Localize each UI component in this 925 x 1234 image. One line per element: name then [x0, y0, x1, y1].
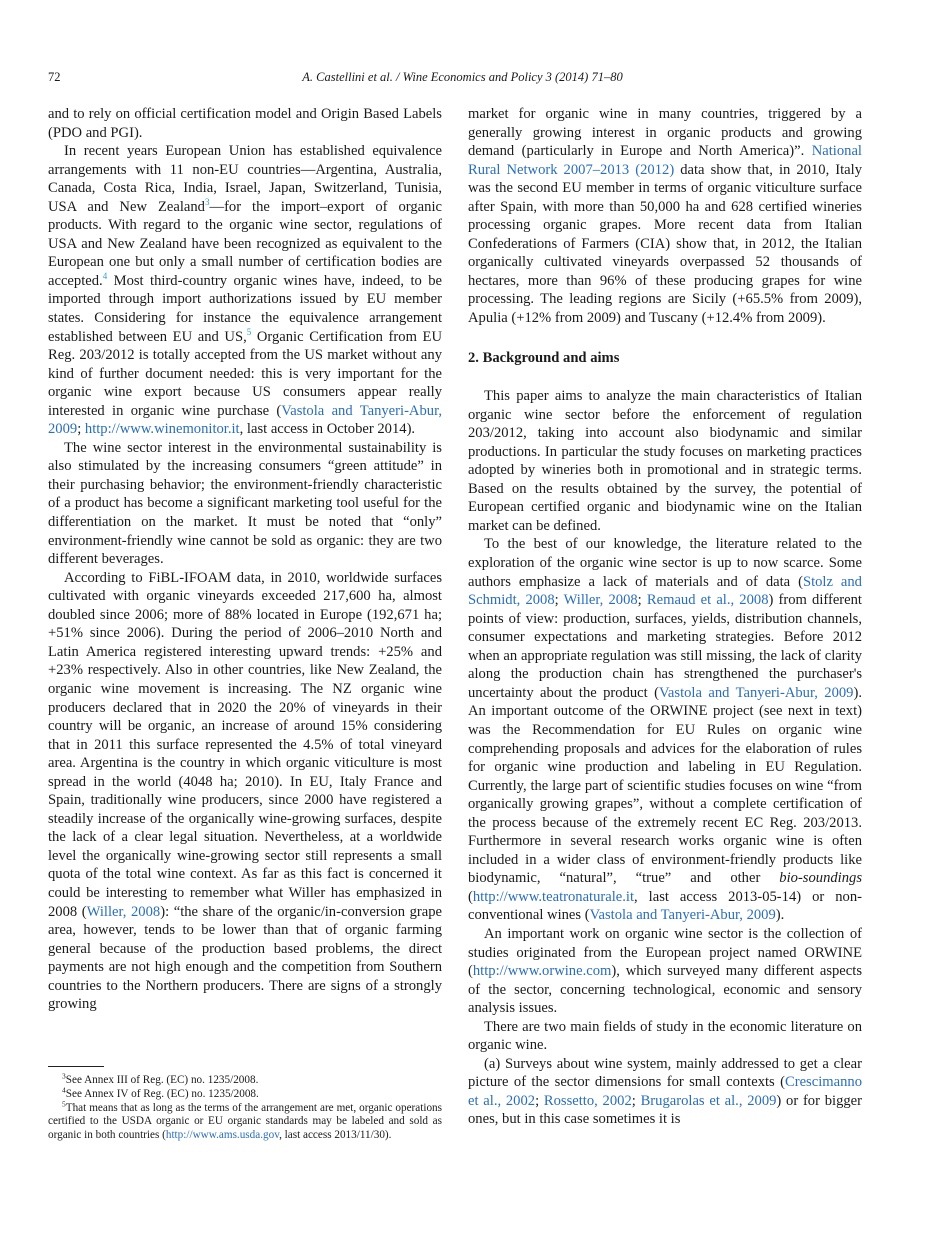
- citation-link[interactable]: Stolz and Schmidt, 2008: [468, 573, 862, 609]
- url-link[interactable]: http://www.winemonitor.it: [84, 421, 240, 438]
- citation-link[interactable]: Remaud et al., 2008: [646, 592, 769, 609]
- paragraph: The wine sector interest in the environmental sustainability is also stimulated by the increasing consumers “green attitude” in their purchasing behavior; the environment-friendly characteristic of a product has become a significant marketing tool useful for the differentiation on the market. It must be noted that “only” environment-friendly wine cannot be sold as organic: they are two different beverages.: [48, 439, 442, 568]
- paragraph: According to FiBL-IFOAM data, in 2010, worldwide surfaces cultivated with organic vineyards exceeded 217,600 ha, almost doubled since 2006; more of 88% located in Europe (192,671 ha; +51% since 2006). During the period of 2006–2010 North and Latin America registered interesting upward trends: +25% and +23% respectively. Also in other countries, like New Zealand, the organic wine movement is increasing. The NZ organic wine producers declared that in 2020 the 20% of vineyards in their country will be organic, an increase of around 15% considering that in 2011 this surface represented the 4.5% of total vineyard area. Argentina is the country in which organic viticulture is most spread in the world (4048 ha; 2010). In EU, Italy France and Spain, traditionally wine producers, since 2000 have registered a steadily increase of the organically wine-growing surfaces, despite the lack of a clear legal situation. Nevertheless, at a worldwide level the organically wine-growing sector still represents a small quota of the total wine context. As far as this fact is concerned it could be interesting to remember what Willer has emphasized in 2008 (Willer, 2008): “the share of the organic/in-conversion grape area, however, tends to be lower than that of organic farming general because of the production based problems, the direct payments are not high enough and the competition from Southern countries to the Northern producers. There are signs of a strongly growing: [48, 569, 443, 1013]
- page-number: 72: [48, 70, 61, 84]
- page-header: [48, 70, 877, 90]
- paragraph: To the best of our knowledge, the literature related to the exploration of the organic wine sector is up to now scarce. Some authors emphasize a lack of materials and of data (Stolz and Schmidt, 2008; Willer, 2008; Remaud et al., 2008) from different points of view: production, surfaces, yields, distribution channels, consumer expectations and marketing strategies. Before 2012 when an appropriate regulation was still missing, the lack of clarity along the production chain has strengthened the purchaser's uncertainty about the product (Vastola and Tanyeri-Abur, 2009). An important outcome of the ORWINE project (see next in text) was the Recommendation for EU Rules on organic wine comprehending proposals and advices for the elaboration of rules for organic wine production and labeling in EU Regulation. Currently, the large part of scientific studies focuses on wine “from organically growing grapes”, without a complete certification of the process because of the extremely recent EC Reg. 203/2013. Furthermore in several research works organic wine is often included in a wider class of environment-friendly products like biodynamic, “natural”, “true” and other bio-soundings (http://www.teatronaturale.it, last access 2013-05-14) or non-conventional wines (Vastola and Tanyeri-Abur, 2009).: [468, 536, 862, 924]
- footnote: $^4$See Annex IV of Reg. (EC) no. 1235/2008.: [62, 1085, 259, 1100]
- paragraph: (a) Surveys about wine system, mainly addressed to get a clear picture of the sector dimensions for small contexts (Crescimanno et al., 2002; Rossetto, 2002; Brugarolas et al., 2009) or for bigger ones, but in this case sometimes it is: [468, 1055, 863, 1128]
- right-column: [468, 105, 862, 1129]
- url-link[interactable]: http://www.teatronaturale.it: [472, 888, 635, 905]
- footnote-ref[interactable]: 4: [102, 271, 108, 282]
- url-link[interactable]: http://www.ams.usda.gov: [165, 1129, 280, 1142]
- citation-link[interactable]: Vastola and Tanyeri-Abur, 2009: [659, 684, 854, 701]
- paragraph: In recent years European Union has established equivalence arrangements with 11 non-EU countries—Argentina, Australia, Canada, Costa Rica, India, Israel, Japan, Switzerland, Tunisia, USA and New Zealand$^3$—for the import–export of organic products. With regard to the organic wine sector, regulations of USA and New Zealand have been recognized as equivalent to the European one but only a small number of certification bodies are accepted.$^4$ Most third-country organic wines have, indeed, to be imported through import authorizations issued by EU member states. Considering for instance the equivalence arrangement established between EU and US,$^5$ Organic Certification from EU Reg. 203/2012 is totally accepted from the US market without any kind of further document needed: this is very important for the organic wine export because US consumers appear really interested in organic wine purchase (Vastola and Tanyeri-Abur, 2009; http://www.winemonitor.it, last access in October 2014).: [48, 143, 442, 438]
- footnote: $^5$That means that as long as the terms of the arrangement are met, organic operations certified to the USDA organic or EU organic standards may be labeled and sold as organic in both countries (http://www.ams.usda.gov, last access 2013/11/30).: [48, 1098, 442, 1142]
- citation-link[interactable]: National Rural Network 2007–2013 (2012): [468, 143, 862, 178]
- url-link[interactable]: http://www.orwine.com: [472, 963, 612, 980]
- footnote-divider: [48, 1066, 104, 1067]
- citation-link[interactable]: Willer, 2008: [86, 903, 161, 920]
- section-heading: 2. Background and aims: [468, 349, 620, 366]
- paragraph: and to rely on official certification model and Origin Based Labels (PDO and PGI).: [48, 106, 442, 141]
- citation-link[interactable]: Willer, 2008: [563, 592, 638, 609]
- italic-term: bio-soundings: [779, 870, 862, 887]
- footnote-ref[interactable]: 5: [246, 326, 252, 337]
- paragraph: market for organic wine in many countries, triggered by a generally growing interest in organic products and growing demand (particularly in Europe and North America)”. National Rural Network 2007–2013 (2012) data show that, in 2010, Italy was the second EU member in terms of organic viticulture surface after Spain, with more than 50,000 ha and 628 certified wineries processing organic grapes. More recent data from Italian Confederations of Farmers (CIA) show that, in 2012, the Italian organically cultivated vineyards overpassed 52 thousands of hectares, more than 96% of these producing grapes for wine processing. The leading regions are Sicily (+65.5% from 2009), Apulia (+12% from 2009) and Tuscany (+12.4% from 2009).: [468, 106, 862, 327]
- citation-link[interactable]: Crescimanno et al., 2002: [468, 1074, 862, 1109]
- citation-link[interactable]: Vastola and Tanyeri-Abur, 2009: [48, 402, 442, 438]
- footnote: $^3$See Annex III of Reg. (EC) no. 1235/2008.: [62, 1071, 259, 1086]
- paragraph: There are two main fields of study in the economic literature on organic wine.: [468, 1018, 862, 1054]
- footnote-ref[interactable]: 3: [204, 196, 210, 207]
- citation-link[interactable]: Brugarolas et al., 2009: [640, 1092, 777, 1109]
- footnotes: [48, 1071, 442, 1143]
- running-head: A. Castellini et al. / Wine Economics and Policy 3 (2014) 71–80: [302, 70, 623, 84]
- citation-link[interactable]: Vastola and Tanyeri-Abur, 2009: [589, 907, 776, 924]
- paragraph: This paper aims to analyze the main characteristics of Italian organic wine sector before the enforcement of regulation 203/2012, taking into account also biodynamic and similar productions. In particular the study focuses on marketing practices adopted by wineries both in promotional and in strategic terms. Based on the results obtained by the survey, the potential of European certified organic and biodynamic wine on the Italian market can be defined.: [468, 388, 862, 534]
- citation-link[interactable]: Rossetto, 2002: [543, 1092, 632, 1109]
- paragraph: An important work on organic wine sector is the collection of studies originated from the European project named ORWINE (http://www.orwine.com), which surveyed many different aspects of the sector, concerning technological, economic and sensory analysis issues.: [468, 925, 862, 1017]
- left-column: [48, 105, 442, 1014]
